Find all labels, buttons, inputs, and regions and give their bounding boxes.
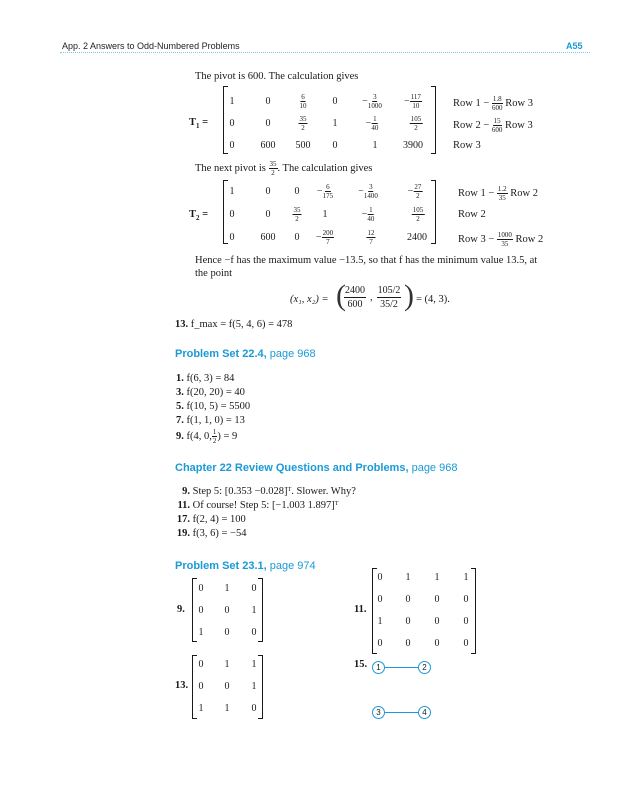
matrix-cell: − $\frac{6}{175}$ xyxy=(316,183,334,200)
left-paren: ( xyxy=(336,279,346,312)
row-operation: Row 1 − $\frac{1.2}{35}$ Row 2 xyxy=(458,185,538,202)
list-item: 5. f(10, 5) = 5500 xyxy=(176,401,251,412)
matrix-cell: 0 xyxy=(265,209,271,220)
matrix-cell: − $\frac{3}{1400}$ xyxy=(358,183,378,200)
matrix-cell: 0 xyxy=(265,186,271,197)
p11-left-bracket xyxy=(372,568,377,654)
pivot-2-text: The next pivot is $\frac{35}{2}$ . The calculation gives xyxy=(195,160,373,177)
t2-label: $T_2$ = xyxy=(189,209,209,223)
matrix-cell: 0 xyxy=(251,703,257,714)
graph-node-1: 1 xyxy=(372,661,385,674)
row-operation: Row 2 − $\frac{15}{600}$ Row 3 xyxy=(453,117,533,134)
matrix-cell: 0 xyxy=(229,209,235,220)
graph-edge-1-2 xyxy=(385,667,419,668)
matrix-cell: 1 xyxy=(251,659,257,670)
matrix-cell: 0 xyxy=(229,232,235,243)
matrix-cell: 0 xyxy=(224,627,230,638)
point-lhs: (x₁, x₂) = xyxy=(290,294,329,305)
matrix-cell: 1 xyxy=(377,616,383,627)
matrix-cell: 1 xyxy=(251,681,257,692)
matrix-cell: 0 xyxy=(294,232,300,243)
matrix-cell: 0 xyxy=(332,96,338,107)
matrix-cell: 500 xyxy=(295,140,311,151)
point-fractions: $\frac{2400}{600}$ , $\frac{105/2}{35/2}$ xyxy=(345,285,401,310)
list-item: 3. f(20, 20) = 40 xyxy=(176,387,245,398)
list-item: 19. f(3, 6) = −54 xyxy=(176,528,247,539)
running-header: App. 2 Answers to Odd-Numbered Problems xyxy=(62,41,240,51)
set-22-4-list xyxy=(176,372,250,445)
matrix-cell: $\frac{12}{7}$ xyxy=(367,229,375,246)
matrix-cell: − $\frac{200}{7}$ xyxy=(315,229,334,246)
matrix-cell: 1 xyxy=(224,703,230,714)
matrix-cell: 0 xyxy=(251,627,257,638)
matrix-cell: 0 xyxy=(224,681,230,692)
matrix-cell: 600 xyxy=(260,232,276,243)
section-title-23-1: Problem Set 23.1, page 974 xyxy=(175,560,316,572)
row-operation: Row 1 − $\frac{1.8}{600}$ Row 3 xyxy=(453,95,533,112)
matrix-cell: 1 xyxy=(332,118,338,129)
matrix-cell: 1 xyxy=(405,572,411,583)
matrix-cell: $\frac{105}{2}$ xyxy=(412,206,424,223)
list-item: 1. f(6, 3) = 84 xyxy=(176,373,235,384)
list-item: 9. f(4, 0, $\frac{1}{2}$ ) = 9 xyxy=(176,428,238,445)
matrix-cell: − $\frac{27}{2}$ xyxy=(407,183,422,200)
matrix-cell: $\frac{105}{2}$ xyxy=(410,115,422,132)
matrix-cell: 0 xyxy=(294,186,300,197)
graph-node-2: 2 xyxy=(418,661,431,674)
matrix-cell: 2400 xyxy=(407,232,427,243)
matrix-cell: 0 xyxy=(405,594,411,605)
matrix-cell: 1 xyxy=(434,572,440,583)
matrix-cell: 0 xyxy=(377,594,383,605)
matrix-cell: 1 xyxy=(229,186,235,197)
hence-line-1: Hence −f has the maximum value −13.5, so that f has the minimum value 13.5, at xyxy=(195,255,538,266)
pivot-1-text: The pivot is 600. The calculation gives xyxy=(195,71,359,82)
matrix-cell: − $\frac{1}{40}$ xyxy=(365,115,379,132)
problem-9-number: 9. xyxy=(177,604,185,615)
matrix-cell: 0 xyxy=(463,594,469,605)
t2-left-bracket xyxy=(223,180,228,244)
section-title-22-4: Problem Set 22.4, page 968 xyxy=(175,348,316,360)
p9-left-bracket xyxy=(192,578,197,642)
matrix-cell: 0 xyxy=(251,583,257,594)
matrix-cell: 0 xyxy=(224,605,230,616)
matrix-cell: 1 xyxy=(224,583,230,594)
p13-left-bracket xyxy=(192,655,197,719)
matrix-cell: − $\frac{3}{1000}$ xyxy=(362,93,382,110)
matrix-cell: 1 xyxy=(322,209,328,220)
p13-right-bracket xyxy=(258,655,263,719)
matrix-cell: 0 xyxy=(198,583,204,594)
matrix-cell: 600 xyxy=(260,140,276,151)
problem-15-number: 15. xyxy=(354,659,368,670)
list-item: 9. Step 5: [0.353 −0.028]ᵀ. Slower. Why? xyxy=(182,486,356,497)
matrix-cell: 0 xyxy=(463,616,469,627)
matrix-cell: 0 xyxy=(434,616,440,627)
matrix-cell: 1 xyxy=(372,140,378,151)
matrix-cell: 0 xyxy=(198,681,204,692)
matrix-cell: 0 xyxy=(265,118,271,129)
matrix-cell: 1 xyxy=(463,572,469,583)
matrix-cell: 1 xyxy=(224,659,230,670)
ch22-review-list xyxy=(176,485,356,541)
matrix-cell: 0 xyxy=(405,616,411,627)
matrix-cell: 0 xyxy=(405,638,411,649)
matrix-cell: 1 xyxy=(251,605,257,616)
list-item: 11. Of course! Step 5: [−1.003 1.897]ᵀ xyxy=(177,500,339,511)
problem-11-number: 11. xyxy=(354,604,367,615)
t1-left-bracket xyxy=(223,86,228,154)
row-operation: Row 3 xyxy=(453,140,481,151)
matrix-cell: 0 xyxy=(463,638,469,649)
point-rhs: = (4, 3). xyxy=(416,294,450,305)
t1-label: $T_1$ = xyxy=(189,117,209,131)
graph-node-3: 3 xyxy=(372,706,385,719)
matrix-cell: − $\frac{1}{40}$ xyxy=(361,206,375,223)
row-operation: Row 2 xyxy=(458,209,486,220)
matrix-cell: $\frac{35}{2}$ xyxy=(293,206,301,223)
matrix-cell: 0 xyxy=(198,659,204,670)
matrix-cell: 0 xyxy=(265,96,271,107)
matrix-cell: 1 xyxy=(198,627,204,638)
matrix-cell: 0 xyxy=(229,118,235,129)
p9-right-bracket xyxy=(258,578,263,642)
graph-edge-3-4 xyxy=(385,712,419,713)
matrix-cell: 0 xyxy=(434,638,440,649)
matrix-cell: − $\frac{117}{10}$ xyxy=(404,93,421,110)
page-number: A55 xyxy=(566,41,583,51)
list-item: 17. f(2, 4) = 100 xyxy=(176,514,246,525)
section-title-ch22-review: Chapter 22 Review Questions and Problems, page 968 xyxy=(175,462,458,474)
t2-right-bracket xyxy=(431,180,436,244)
matrix-cell: 0 xyxy=(229,140,235,151)
list-item: 7. f(1, 1, 0) = 13 xyxy=(176,415,245,426)
matrix-cell: 0 xyxy=(332,140,338,151)
row-operation: Row 3 − $\frac{1000}{35}$ Row 2 xyxy=(458,231,544,248)
problem-13-number: 13. xyxy=(175,680,189,691)
matrix-cell: 0 xyxy=(377,638,383,649)
matrix-cell: 0 xyxy=(377,572,383,583)
graph-node-4: 4 xyxy=(418,706,431,719)
hence-line-2: the point xyxy=(195,268,233,279)
p11-right-bracket xyxy=(471,568,476,654)
problem-13: 13. f_max = f(5, 4, 6) = 478 xyxy=(175,319,293,330)
matrix-cell: 0 xyxy=(434,594,440,605)
matrix-cell: $\frac{35}{2}$ xyxy=(299,115,307,132)
matrix-cell: 3900 xyxy=(403,140,423,151)
right-paren: ) xyxy=(404,279,414,312)
t1-right-bracket xyxy=(431,86,436,154)
matrix-cell: 1 xyxy=(229,96,235,107)
header-rule xyxy=(60,52,590,53)
matrix-cell: $\frac{6}{10}$ xyxy=(299,93,307,110)
matrix-cell: 0 xyxy=(198,605,204,616)
matrix-cell: 1 xyxy=(198,703,204,714)
